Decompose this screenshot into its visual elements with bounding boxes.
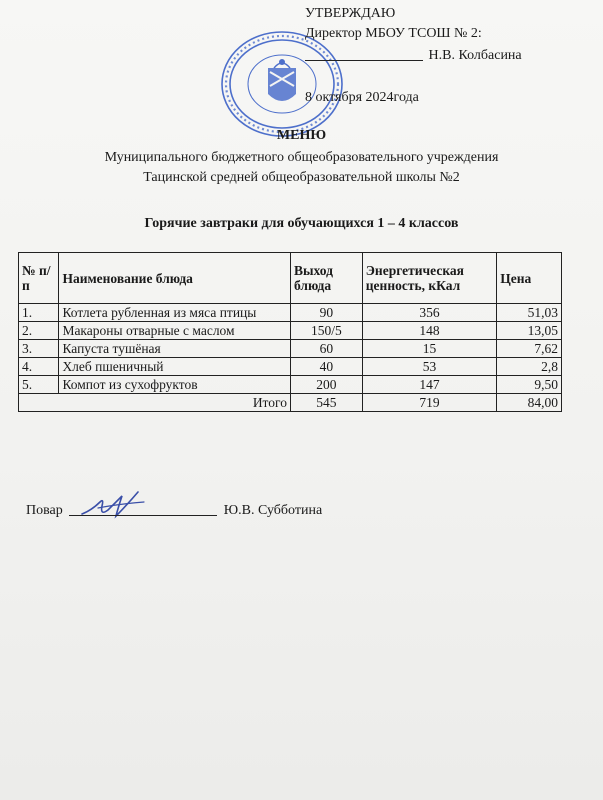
dish-name: Хлеб пшеничный — [59, 358, 291, 376]
dish-price: 2,8 — [497, 358, 562, 376]
dish-yield: 90 — [290, 304, 362, 322]
dish-yield: 40 — [290, 358, 362, 376]
organization-line-2: Тацинской средней общеобразовательной школы №2 — [143, 170, 460, 185]
document-title: МЕНЮ — [276, 128, 327, 143]
approval-signature-line — [305, 46, 522, 65]
dish-yield: 150/5 — [290, 322, 362, 340]
menu-subtitle: Горячие завтраки для обучающихся 1 – 4 классов — [144, 216, 459, 231]
dish-price: 13,05 — [497, 322, 562, 340]
cook-label: Повар — [26, 503, 63, 518]
row-number: 4. — [19, 358, 59, 376]
dish-name: Капуста тушёная — [59, 340, 291, 358]
approval-heading: УТВЕРЖДАЮ — [305, 6, 396, 21]
organization-line-1: Муниципального бюджетного общеобразовательного учреждения — [104, 150, 499, 165]
dish-energy: 148 — [362, 322, 496, 340]
total-energy: 719 — [362, 394, 496, 412]
dish-energy: 53 — [362, 358, 496, 376]
dish-name: Компот из сухофруктов — [59, 376, 291, 394]
total-yield: 545 — [290, 394, 362, 412]
table-row — [19, 376, 562, 394]
menu-table — [18, 252, 562, 412]
column-header-dish-name: Наименование блюда — [59, 253, 291, 304]
dish-name: Котлета рубленная из мяса птицы — [59, 304, 291, 322]
row-number: 5. — [19, 376, 59, 394]
approval-position: Директор МБОУ ТСОШ № 2: — [305, 26, 482, 41]
dish-energy: 356 — [362, 304, 496, 322]
dish-price: 9,50 — [497, 376, 562, 394]
total-price: 84,00 — [497, 394, 562, 412]
signature-blank-line — [305, 60, 423, 61]
total-label: Итого — [19, 394, 291, 412]
column-header-price: Цена — [497, 253, 562, 304]
dish-yield: 60 — [290, 340, 362, 358]
table-total-row — [19, 394, 562, 412]
dish-yield: 200 — [290, 376, 362, 394]
table-row — [19, 358, 562, 376]
director-name: Н.В. Колбасина — [428, 48, 522, 63]
column-header-number: № п/п — [19, 253, 59, 304]
table-row — [19, 304, 562, 322]
column-header-energy: Энергетическая ценность, кКал — [362, 253, 496, 304]
school-seal-stamp — [218, 28, 346, 140]
row-number: 1. — [19, 304, 59, 322]
dish-name: Макароны отварные с маслом — [59, 322, 291, 340]
row-number: 3. — [19, 340, 59, 358]
table-header-row — [19, 253, 562, 304]
dish-price: 51,03 — [497, 304, 562, 322]
dish-energy: 147 — [362, 376, 496, 394]
cook-name: Ю.В. Субботина — [223, 503, 323, 518]
dish-price: 7,62 — [497, 340, 562, 358]
table-row — [19, 322, 562, 340]
cook-signature-line — [69, 515, 217, 516]
dish-energy: 15 — [362, 340, 496, 358]
cook-signature-block — [26, 503, 322, 519]
row-number: 2. — [19, 322, 59, 340]
approval-date: 8 октября 2024года — [305, 90, 419, 105]
table-row — [19, 340, 562, 358]
column-header-yield: Выход блюда — [290, 253, 362, 304]
